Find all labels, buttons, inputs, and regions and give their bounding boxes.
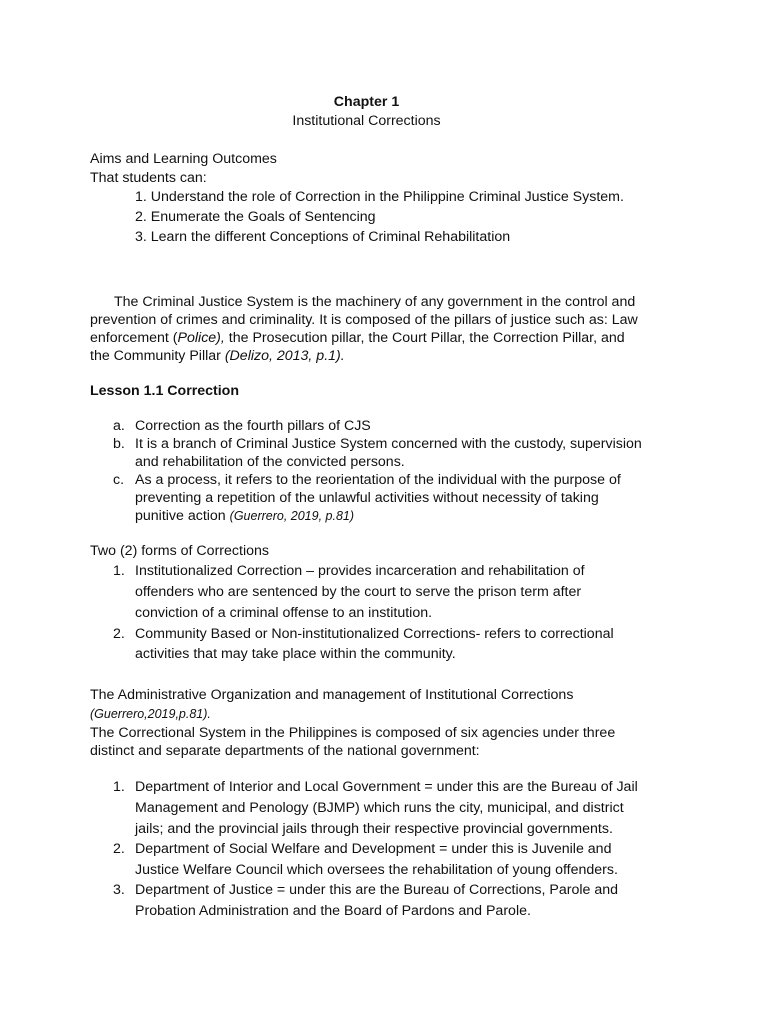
list-item: 3. Department of Justice = under this are the Bureau of Corrections, Parole and Probation Administration and the Board of Pardons and Parole. xyxy=(113,882,619,919)
aims-heading: Aims and Learning Outcomes xyxy=(90,151,277,167)
lesson-heading: Lesson 1.1 Correction xyxy=(90,383,240,399)
aims-item: 3. Learn the different Conceptions of Criminal Rehabilitation xyxy=(135,229,511,245)
list-marker: 1. xyxy=(113,563,125,579)
citation: (Delizo, 2013, p.1). xyxy=(224,348,345,364)
list-marker: a. xyxy=(113,418,125,434)
intro-paragraph-line: The Criminal Justice System is the machinery of any government in the control and xyxy=(114,294,636,310)
aims-item: 2. Enumerate the Goals of Sentencing xyxy=(135,209,376,225)
forms-heading: Two (2) forms of Corrections xyxy=(90,543,269,559)
list-item: 2. Community Based or Non-institutionalized Corrections- refers to correctional activities that may take place within the community. xyxy=(113,626,614,662)
citation: (Guerrero,2019,p.81). xyxy=(90,707,211,721)
chapter-heading: Chapter 1 xyxy=(333,94,400,110)
chapter-title: Institutional Corrections xyxy=(292,113,441,129)
admin-heading: The Administrative Organization and management of Institutional Corrections xyxy=(90,687,574,703)
list-marker: 2. xyxy=(113,841,125,857)
list-item: a. Correction as the fourth pillars of CJS xyxy=(113,418,371,434)
police-emphasis: Police), xyxy=(177,330,225,346)
list-item: 1. Institutionalized Correction – provides incarceration and rehabilitation of offenders who are sentenced by the court to serve the prison term after conviction of a criminal offense to an institution. xyxy=(113,563,585,621)
intro-paragraph-line: enforcement (Police), the Prosecution pillar, the Court Pillar, the Correction Pillar, and xyxy=(90,330,625,346)
list-item: 2. Department of Social Welfare and Development = under this is Juvenile and Justice Welfare Council which oversees the rehabilitation of young offenders. xyxy=(113,841,618,878)
list-marker: 3. xyxy=(113,882,125,898)
list-item: 1. Department of Interior and Local Government = under this are the Bureau of Jail Management and Penology (BJMP) which runs the city, municipal, and district jails; and the provincial jails through their respective provincial governments. xyxy=(113,779,638,837)
aims-intro: That students can: xyxy=(90,170,207,186)
list-item: b. It is a branch of Criminal Justice System concerned with the custody, supervision and rehabilitation of the convicted persons. xyxy=(113,436,642,470)
intro-paragraph-line: the Community Pillar (Delizo, 2013, p.1). xyxy=(90,348,345,364)
list-marker: c. xyxy=(113,472,125,488)
citation: (Guerrero, 2019, p.81) xyxy=(229,509,355,523)
list-marker: 1. xyxy=(113,779,125,795)
admin-paragraph-line: The Correctional System in the Philippines is composed of six agencies under three xyxy=(90,725,616,741)
intro-paragraph-line: prevention of crimes and criminality. It is composed of the pillars of justice such as: Law xyxy=(90,312,638,328)
list-marker: b. xyxy=(113,436,125,452)
list-item: c. As a process, it refers to the reorientation of the individual with the purpose of preventing a repetition of the unlawful activities without necessity of taking punitive action (Guerrero, 2019, p.81) xyxy=(113,472,621,524)
list-marker: 2. xyxy=(113,626,125,642)
admin-paragraph-line: distinct and separate departments of the national government: xyxy=(90,743,480,759)
aims-item: 1. Understand the role of Correction in the Philippine Criminal Justice System. xyxy=(135,189,624,205)
